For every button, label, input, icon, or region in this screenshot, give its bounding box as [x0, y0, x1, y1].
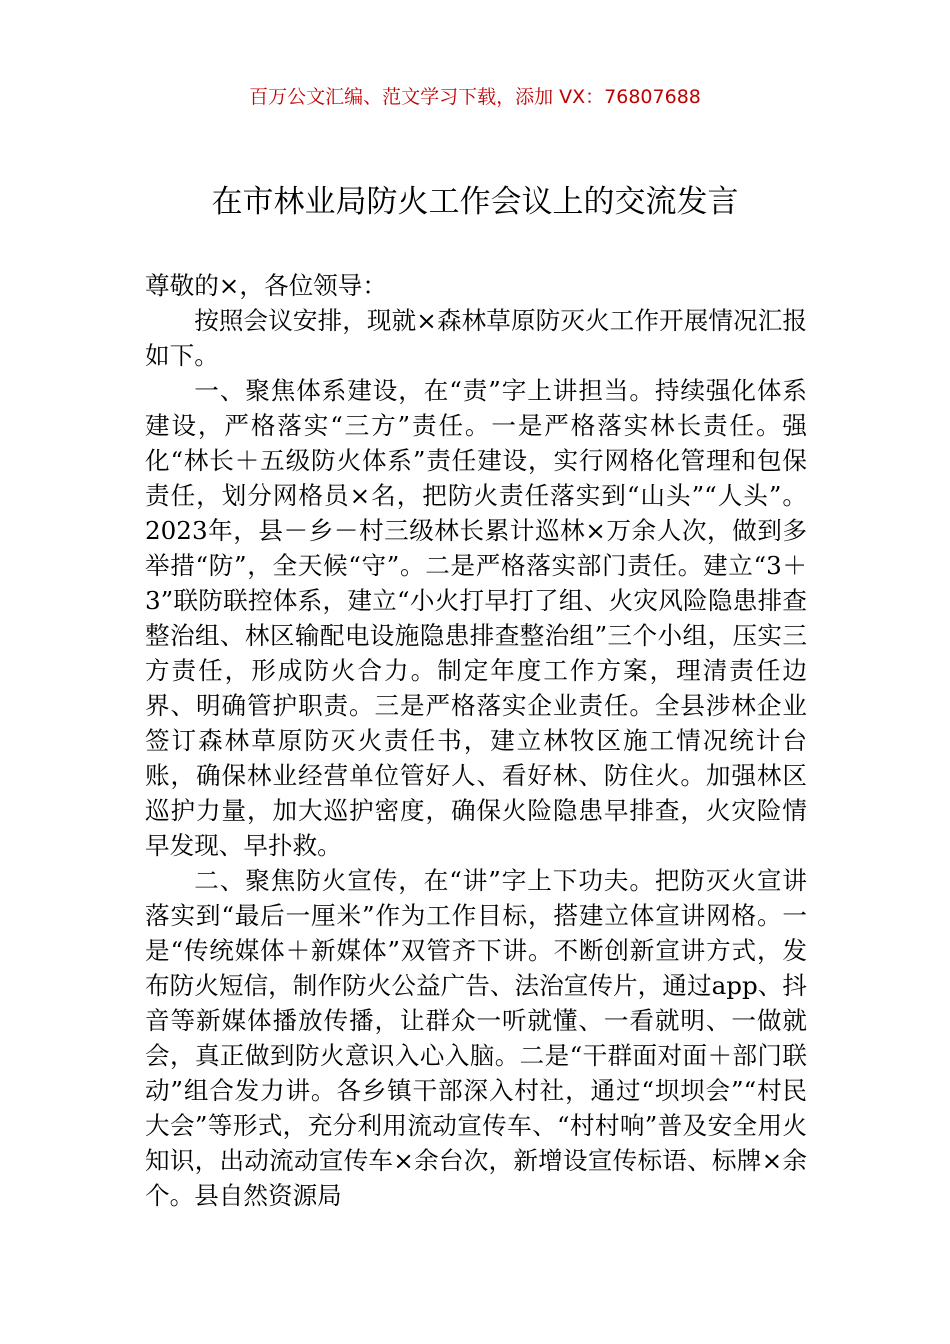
watermark-banner: 百万公文汇编、范文学习下载，添加 VX：76807688 [249, 86, 701, 108]
paragraph-system-building: 一、聚焦体系建设，在“责”字上讲担当。持续强化体系建设，严格落实“三方”责任。一是严格落实林长责任。强化“林长＋五级防火体系”责任建设，实行网格化管理和包保责任，划分网格员×名，把防火责任落实到“山头”“人头”。2023年，县－乡－村三级林长累计巡林×万余人次，做到多举措“防”，全天候“守”。二是严格落实部门责任。建立“3＋3”联防联控体系，建立“小火打早打了组、火灾风险隐患排查整治组、林区输配电设施隐患排查整治组”三个小组，压实三方责任，形成防火合力。制定年度工作方案，理清责任边界、明确管护职责。三是严格落实企业责任。全县涉林企业签订森林草原防灭火责任书，建立林牧区施工情况统计台账，确保林业经营单位管好人、看好林、防住火。加强林区巡护力量，加大巡护密度，确保火险隐患早排查，火灾险情早发现、早扑救。 [145, 376, 807, 860]
document-title: 在市林业局防火工作会议上的交流发言 [211, 184, 739, 220]
salutation: 尊敬的×，各位领导： [145, 271, 387, 300]
paragraph-intro: 按照会议安排，现就×森林草原防灭火工作开展情况汇报如下。 [145, 306, 807, 370]
paragraph-fire-publicity: 二、聚焦防火宣传，在“讲”字上下功夫。把防灭火宣讲落实到“最后一厘米”作为工作目标，搭建立体宣讲网格。一是“传统媒体＋新媒体”双管齐下讲。不断创新宣讲方式，发布防火短信，制作防火公益广告、法治宣传片，通过app、抖音等新媒体播放传播，让群众一听就懂、一看就明、一做就会，真正做到防火意识入心入脑。二是“干群面对面＋部门联动”组合发力讲。各乡镇干部深入村社，通过“坝坝会”“村民大会”等形式，充分利用流动宣传车、“村村响”普及安全用火知识，出动流动宣传车×余台次，新增设宣传标语、标牌×余个。县自然资源局 [145, 866, 807, 1210]
document-body [145, 268, 807, 1213]
